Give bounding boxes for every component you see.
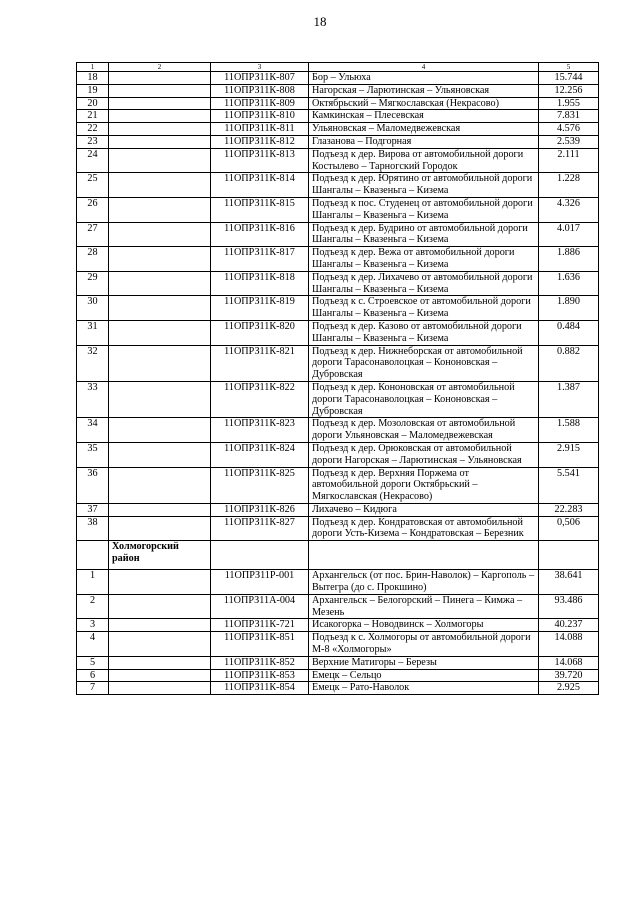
row-number: 3 [77,619,109,632]
table-row [77,442,599,467]
road-code: 11ОПРЗ11К-721 [211,619,309,632]
road-code: 11ОПРЗ11К-852 [211,656,309,669]
row-number: 33 [77,381,109,417]
row-number: 30 [77,296,109,321]
district-name [109,84,211,97]
road-name: Подъезд к дер. Лихачево от автомобильной дороги Шангалы – Квазеньга – Кизема [309,271,539,296]
row-number: 23 [77,135,109,148]
road-name: Подъезд к дер. Кондратовская от автомобильной дороги Усть-Кизема – Кондратовская – Березник [309,516,539,541]
road-length: 93.486 [539,594,599,619]
district-name [109,148,211,173]
table-row [77,594,599,619]
column-number: 4 [309,63,539,72]
district-row [77,541,599,570]
road-length: 2.539 [539,135,599,148]
road-code: 11ОПРЗ11К-814 [211,173,309,198]
row-number: 29 [77,271,109,296]
table-row [77,516,599,541]
row-number: 19 [77,84,109,97]
district-name [109,296,211,321]
table-row [77,247,599,272]
road-name: Подъезд к дер. Казово от автомобильной дороги Шангалы – Квазеньга – Кизема [309,320,539,345]
district-name [109,247,211,272]
road-code: 11ОПРЗ11К-808 [211,84,309,97]
row-number: 38 [77,516,109,541]
district-name [109,345,211,381]
row-number: 26 [77,197,109,222]
table-row [77,271,599,296]
row-number: 32 [77,345,109,381]
row-number: 35 [77,442,109,467]
district-name [109,97,211,110]
road-length: 0,506 [539,516,599,541]
district-name [109,619,211,632]
road-code: 11ОПРЗ11К-821 [211,345,309,381]
district-name [109,516,211,541]
road-length: 1.387 [539,381,599,417]
table-row [77,656,599,669]
column-number-row [77,63,599,72]
road-name: Подъезд к с. Строевское от автомобильной дороги Шангалы – Квазеньга – Кизема [309,296,539,321]
district-name [109,271,211,296]
road-name: Подъезд к дер. Верхняя Поржема от автомобильной дороги Октябрьский – Мягкославская (Некрасово) [309,467,539,503]
road-length: 4.017 [539,222,599,247]
road-code: 11ОПРЗ11К-819 [211,296,309,321]
row-number: 22 [77,123,109,136]
table-row [77,619,599,632]
road-code: 11ОПРЗ11Р-001 [211,570,309,595]
table-row [77,97,599,110]
road-length: 39.720 [539,669,599,682]
road-name: Подъезд к дер. Нижнеборская от автомобильной дороги Тарасонаволоцкая – Кононовская – Дубровская [309,345,539,381]
table-row [77,503,599,516]
road-name: Октябрьский – Мягкославская (Некрасово) [309,97,539,110]
table-row [77,84,599,97]
row-number: 21 [77,110,109,123]
column-number: 2 [109,63,211,72]
column-number: 1 [77,63,109,72]
road-code: 11ОПРЗ11А-004 [211,594,309,619]
row-number: 25 [77,173,109,198]
district-name [109,570,211,595]
district-name [109,503,211,516]
road-code: 11ОПРЗ11К-816 [211,222,309,247]
row-number: 6 [77,669,109,682]
table-row [77,570,599,595]
district-name [109,594,211,619]
road-code: 11ОПРЗ11К-826 [211,503,309,516]
road-code [211,541,309,570]
table-row [77,632,599,657]
road-length: 12.256 [539,84,599,97]
row-number: 18 [77,72,109,85]
road-name: Архангельск – Белогорский – Пинега – Кимжа – Мезень [309,594,539,619]
road-length: 2.111 [539,148,599,173]
row-number: 2 [77,594,109,619]
road-name: Емецк – Сельцо [309,669,539,682]
road-length: 4.576 [539,123,599,136]
page-number: 18 [313,14,327,29]
road-length: 0.882 [539,345,599,381]
roads-table-body [77,63,599,695]
row-number: 34 [77,418,109,443]
district-name [109,381,211,417]
road-code: 11ОПРЗ11К-825 [211,467,309,503]
table-row [77,148,599,173]
district-name [109,222,211,247]
district-name [109,123,211,136]
road-code: 11ОПРЗ11К-813 [211,148,309,173]
road-code: 11ОПРЗ11К-815 [211,197,309,222]
row-number: 28 [77,247,109,272]
row-number: 20 [77,97,109,110]
road-length: 38.641 [539,570,599,595]
table-row [77,418,599,443]
road-code: 11ОПРЗ11К-824 [211,442,309,467]
row-number: 1 [77,570,109,595]
district-name [109,135,211,148]
road-name: Нагорская – Ларютинская – Ульяновская [309,84,539,97]
row-number: 4 [77,632,109,657]
table-row [77,467,599,503]
district-name: Холмогорский район [109,541,211,570]
district-name [109,173,211,198]
table-row [77,320,599,345]
road-length: 0.484 [539,320,599,345]
table-row [77,72,599,85]
road-name: Подъезд к дер. Мозоловская от автомобильной дороги Ульяновская – Маломедвежевская [309,418,539,443]
road-name: Подъезд к дер. Юрятино от автомобильной дороги Шангалы – Квазеньга – Кизема [309,173,539,198]
road-length: 2.925 [539,682,599,695]
road-name: Подъезд к пос. Студенец от автомобильной дороги Шангалы – Квазеньга – Кизема [309,197,539,222]
road-code: 11ОПРЗ11К-818 [211,271,309,296]
road-length: 1.228 [539,173,599,198]
road-name: Подъезд к дер. Вежа от автомобильной дороги Шангалы – Квазеньга – Кизема [309,247,539,272]
road-length: 7.831 [539,110,599,123]
road-name: Лихачево – Кидюга [309,503,539,516]
road-length: 14.088 [539,632,599,657]
road-name: Архангельск (от пос. Брин-Наволок) – Каргополь – Вытегра (до с. Прокшино) [309,570,539,595]
road-name: Глазанова – Подгорная [309,135,539,148]
row-number: 36 [77,467,109,503]
road-name: Емецк – Рато-Наволок [309,682,539,695]
table-row [77,381,599,417]
road-length: 2.915 [539,442,599,467]
road-length: 1.636 [539,271,599,296]
road-code: 11ОПРЗ11К-820 [211,320,309,345]
road-code: 11ОПРЗ11К-810 [211,110,309,123]
road-code: 11ОПРЗ11К-812 [211,135,309,148]
road-name: Подъезд к дер. Орюковская от автомобильной дороги Нагорская – Ларютинская – Ульяновская [309,442,539,467]
district-name [109,682,211,695]
district-name [109,632,211,657]
row-number: 27 [77,222,109,247]
roads-table [76,62,599,695]
road-name: Подъезд к дер. Кононовская от автомобильной дороги Тарасонаволоцкая – Кононовская – Дубровская [309,381,539,417]
district-name [109,197,211,222]
road-length: 4.326 [539,197,599,222]
district-name [109,442,211,467]
road-length: 40.237 [539,619,599,632]
row-number [77,541,109,570]
row-number: 5 [77,656,109,669]
road-length: 5.541 [539,467,599,503]
table-row [77,345,599,381]
road-code: 11ОПРЗ11К-827 [211,516,309,541]
road-code: 11ОПРЗ11К-853 [211,669,309,682]
road-length [539,541,599,570]
table-row [77,173,599,198]
road-length: 1.955 [539,97,599,110]
table-row [77,110,599,123]
district-name [109,467,211,503]
column-number: 5 [539,63,599,72]
table-row [77,296,599,321]
row-number: 37 [77,503,109,516]
road-code: 11ОПРЗ11К-822 [211,381,309,417]
road-name: Подъезд к с. Холмогоры от автомобильной дороги М-8 «Холмогоры» [309,632,539,657]
road-code: 11ОПРЗ11К-823 [211,418,309,443]
district-name [109,669,211,682]
road-code: 11ОПРЗ11К-809 [211,97,309,110]
table-row [77,682,599,695]
district-name [109,72,211,85]
row-number: 7 [77,682,109,695]
road-name: Бор – Ульюха [309,72,539,85]
road-name: Камкинская – Плесевская [309,110,539,123]
road-length: 15.744 [539,72,599,85]
road-length: 22.283 [539,503,599,516]
road-name: Верхние Матигоры – Березы [309,656,539,669]
district-name [109,110,211,123]
road-length: 1.890 [539,296,599,321]
road-name: Подъезд к дер. Вирова от автомобильной дороги Костылево – Тарногский Городок [309,148,539,173]
column-number: 3 [211,63,309,72]
district-name [109,320,211,345]
road-code: 11ОПРЗ11К-807 [211,72,309,85]
road-name: Исакогорка – Новодвинск – Холмогоры [309,619,539,632]
road-length: 1.886 [539,247,599,272]
road-length: 1.588 [539,418,599,443]
table-row [77,123,599,136]
road-code: 11ОПРЗ11К-811 [211,123,309,136]
district-name [109,656,211,669]
road-name [309,541,539,570]
road-length: 14.068 [539,656,599,669]
district-name [109,418,211,443]
road-name: Ульяновская – Маломедвежевская [309,123,539,136]
table-row [77,197,599,222]
road-name: Подъезд к дер. Будрино от автомобильной дороги Шангалы – Квазеньга – Кизема [309,222,539,247]
road-code: 11ОПРЗ11К-817 [211,247,309,272]
road-code: 11ОПРЗ11К-854 [211,682,309,695]
road-code: 11ОПРЗ11К-851 [211,632,309,657]
row-number: 31 [77,320,109,345]
table-row [77,222,599,247]
table-row [77,669,599,682]
table-row [77,135,599,148]
row-number: 24 [77,148,109,173]
